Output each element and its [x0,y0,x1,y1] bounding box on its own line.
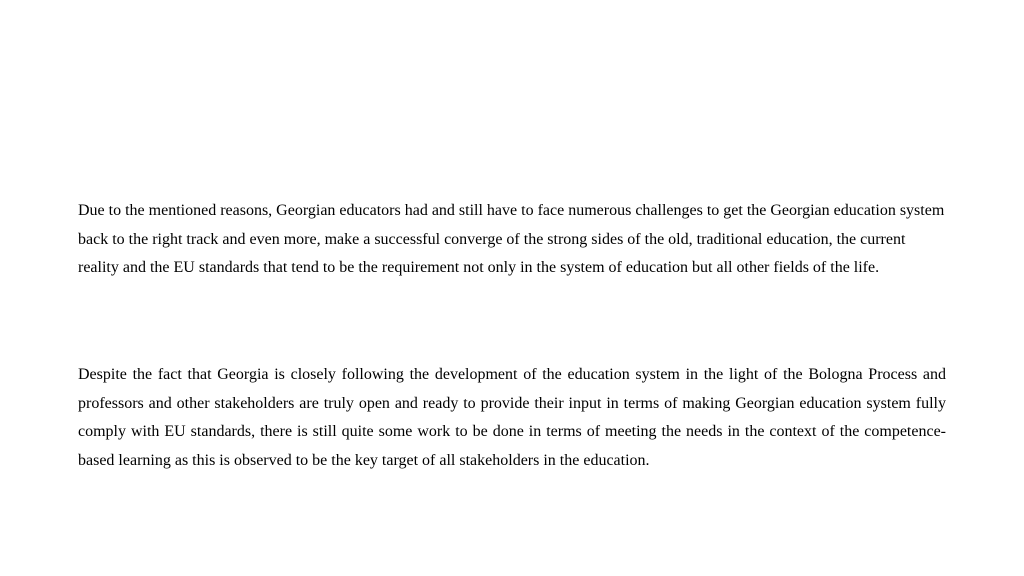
paragraph-challenges: Due to the mentioned reasons, Georgian educators had and still have to face numerous challenges to get the Georgian education system back to the right track and even more, make a successful converge of the strong sides of the old, traditional education, the current reality and the EU standards that tend to be the requirement not only in the system of education but all other fields of the life. [78,202,945,276]
paragraph-bologna-process: Despite the fact that Georgia is closely following the development of the education system in the light of the Bologna Process and professors and other stakeholders are truly open and ready to provide their input in terms of making Georgian education system fully comply with EU standards, there is still quite some work to be done in terms of meeting the needs in the context of the competence-based learning as this is observed to be the key target of all stakeholders in the education. [78,366,946,469]
